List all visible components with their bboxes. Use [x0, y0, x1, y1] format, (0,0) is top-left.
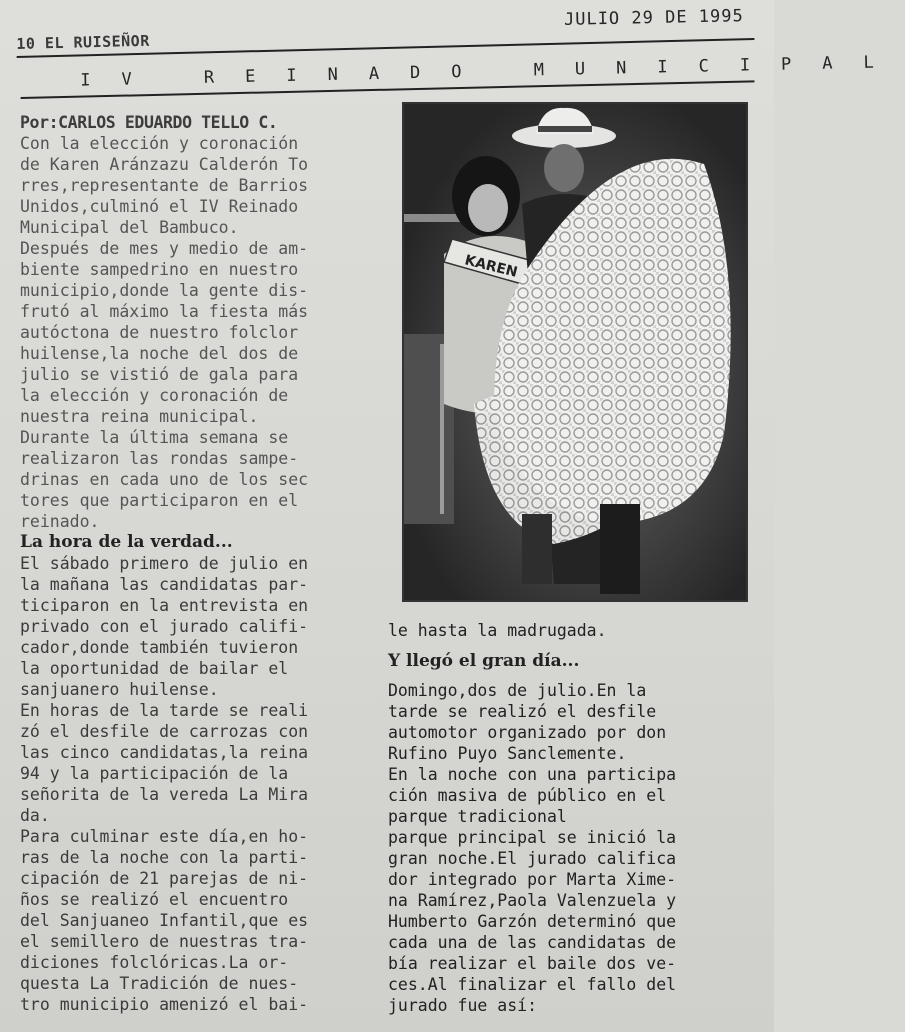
- text-line: parque principal se inició la: [388, 828, 677, 847]
- text-line: rres,representante de Barrios: [20, 176, 309, 195]
- text-line: drinas en cada uno de los sec: [20, 470, 309, 489]
- text-line: Para culminar este día,en ho-: [20, 827, 309, 846]
- text-line: Con la elección y coronación: [20, 134, 299, 153]
- text-line: Unidos,culminó el IV Reinado: [20, 197, 299, 216]
- text-line: automotor organizado por don: [388, 723, 667, 742]
- text-line: autóctona de nuestro folclor: [20, 323, 299, 342]
- text-line: biente sampedrino en nuestro: [20, 260, 299, 279]
- text-line: Humberto Garzón determinó que: [388, 912, 677, 931]
- text-line: ces.Al finalizar el fallo del: [388, 975, 677, 994]
- text-line: dor integrado por Marta Xime-: [388, 870, 677, 889]
- text-line: ras de la noche con la parti-: [20, 848, 309, 867]
- text-line: cada una de las candidatas de: [388, 933, 677, 952]
- body-paragraph: [20, 553, 382, 1015]
- text-line: nuestra reina municipal.: [20, 407, 259, 426]
- text-line: el semillero de nuestras tra-: [20, 932, 309, 951]
- text-line: sanjuanero huilense.: [20, 680, 219, 699]
- text-line: En horas de la tarde se reali: [20, 701, 309, 720]
- section-subhead-gran-dia: Y llegó el gran día...: [388, 651, 580, 671]
- text-line: Durante la última semana se: [20, 428, 289, 447]
- text-line: la oportunidad de bailar el: [20, 659, 289, 678]
- text-line: ticiparon en la entrevista en: [20, 596, 309, 615]
- text-line: Después de mes y medio de am-: [20, 239, 309, 258]
- text-line: da.: [20, 806, 50, 825]
- text-line: Domingo,dos de julio.En la: [388, 681, 647, 700]
- text-line: zó el desfile de carrozas con: [20, 722, 309, 741]
- text-line: privado con el jurado califi-: [20, 617, 309, 636]
- text-line: gran noche.El jurado califica: [388, 849, 677, 868]
- text-line: tarde se realizó el desfile: [388, 702, 657, 721]
- right-column: [388, 620, 760, 1016]
- text-line: julio se vistió de gala para: [20, 365, 299, 384]
- text-line: ción masiva de público en el: [388, 786, 667, 805]
- text-line: realizaron las rondas sampe-: [20, 449, 299, 468]
- page-header-label: 10 EL RUISEÑOR: [16, 31, 150, 53]
- byline: Por:CARLOS EDUARDO TELLO C.: [20, 113, 278, 132]
- text-line: las cinco candidatas,la reina: [20, 743, 309, 762]
- text-line: señorita de la vereda La Mira: [20, 785, 309, 804]
- text-line: cipación de 21 parejas de ni-: [20, 869, 309, 888]
- continuation-line: le hasta la madrugada.: [388, 621, 607, 640]
- sash-label: KAREN: [463, 252, 520, 281]
- text-line: questa La Tradición de nues-: [20, 974, 299, 993]
- text-line: Municipal del Bambuco.: [20, 218, 239, 237]
- text-line: huilense,la noche del dos de: [20, 344, 299, 363]
- dancers-photo: [402, 102, 748, 602]
- issue-date: JULIO 29 DE 1995: [564, 6, 745, 30]
- text-line: diciones folclóricas.La or-: [20, 953, 289, 972]
- text-line: reinado.: [20, 512, 100, 531]
- body-paragraph: [388, 680, 760, 1016]
- intro-paragraph: [20, 133, 382, 532]
- text-line: frutó al máximo la fiesta más: [20, 302, 309, 321]
- text-line: 94 y la participación de la: [20, 764, 289, 783]
- text-line: Rufino Puyo Sanclemente.: [388, 744, 627, 763]
- text-line: tores que participaron en el: [20, 491, 299, 510]
- text-line: la elección y coronación de: [20, 386, 289, 405]
- text-line: El sábado primero de julio en: [20, 554, 309, 573]
- left-column: [20, 112, 382, 1015]
- text-line: la mañana las candidatas par-: [20, 575, 309, 594]
- text-line: tro municipio amenizó el bai-: [20, 995, 309, 1014]
- text-line: del Sanjuaneo Infantil,que es: [20, 911, 309, 930]
- text-line: cador,donde también tuvieron: [20, 638, 299, 657]
- text-line: parque tradicional: [388, 807, 567, 826]
- text-line: En la noche con una participa: [388, 765, 677, 784]
- text-line: ños se realizó el encuentro: [20, 890, 289, 909]
- article-title: IV REINADO MUNICIPAL: [80, 51, 905, 91]
- text-line: jurado fue así:: [388, 996, 538, 1015]
- text-line: na Ramírez,Paola Valenzuela y: [388, 891, 677, 910]
- text-line: bía realizar el baile dos ve-: [388, 954, 677, 973]
- text-line: municipio,donde la gente dis-: [20, 281, 309, 300]
- text-line: de Karen Aránzazu Calderón To: [20, 155, 309, 174]
- section-subhead-hora-verdad: La hora de la verdad...: [20, 532, 233, 552]
- dancers-photo-illustration: [404, 104, 746, 600]
